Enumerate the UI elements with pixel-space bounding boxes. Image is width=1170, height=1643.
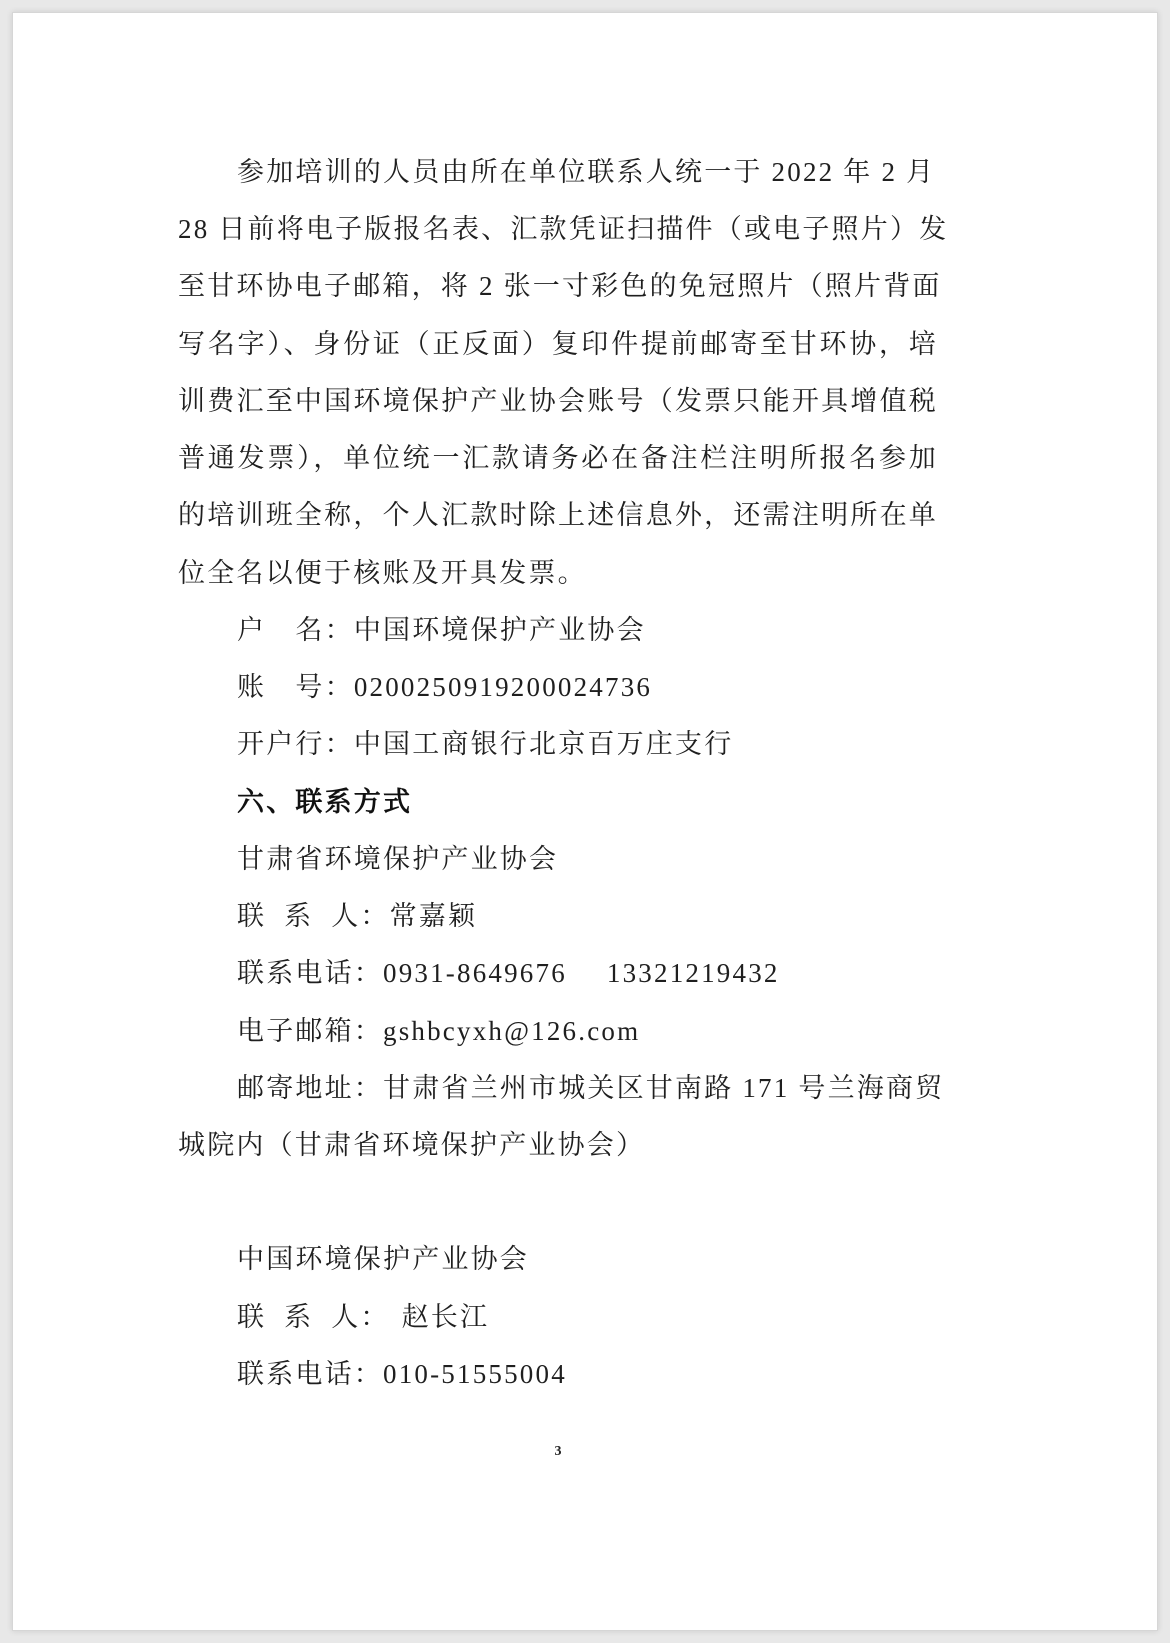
account-name-row [178,602,938,659]
account-number-row [178,659,938,716]
document-body [178,144,949,1403]
paragraph-line: 训费汇至中国环境保护产业协会账号（发票只能开具增值税 [178,385,938,416]
phone-label: 联系电话： [237,1358,383,1389]
address-label: 邮寄地址： [237,1072,383,1103]
paragraph-line: 的培训班全称，个人汇款时除上述信息外，还需注明所在单 [178,500,938,531]
paragraph-line: 普通发票），单位统一汇款请务必在备注栏注明所报名参加 [178,443,938,474]
china-contact-row [178,1289,938,1346]
email-address: gshbcyxh@126.com [383,1015,641,1046]
gansu-contact-row [178,888,938,945]
section-heading: 六、联系方式 [237,786,413,817]
gansu-org-name: 甘肃省环境保护产业协会 [237,843,559,874]
contact-label: 联 系 人： [237,1301,390,1332]
account-name-label: 户 名： [237,614,354,645]
mobile-number: 13321219432 [606,958,780,989]
address-line-continued: 城院内（甘肃省环境保护产业协会） [178,1129,646,1160]
paragraph-line: 位全名以便于核账及开具发票。 [178,557,587,588]
contact-person: 赵长江 [401,1301,490,1332]
email-label: 电子邮箱： [237,1015,383,1046]
bank-label: 开户行： [237,729,354,760]
page-number: 3 [554,1444,562,1459]
paragraph-line: 28 日前将电子版报名表、汇款凭证扫描件（或电子照片）发 [178,214,949,245]
paragraph-line: 写名字）、身份证（正反面）复印件提前邮寄至甘环协，培 [178,328,938,359]
phone-number: 010-51555004 [383,1358,567,1389]
phone-label: 联系电话： [237,958,383,989]
blank-line [178,1174,938,1231]
gansu-email-row [178,1003,938,1060]
address-line: 甘肃省兰州市城关区甘南路 171 号兰海商贸 [383,1072,945,1103]
contact-label: 联 系 人： [237,901,390,932]
bank-row [178,716,938,773]
contact-person: 常嘉颖 [389,901,478,932]
account-name-value: 中国环境保护产业协会 [353,614,646,645]
account-number-value: 0200250919200024736 [353,672,653,703]
paragraph-line: 参加培训的人员由所在单位联系人统一于 2022 年 2 月 [237,157,936,187]
account-number-label: 账 号： [237,672,354,703]
gansu-address-row [237,1060,945,1117]
china-phone-row [178,1346,938,1403]
china-org-name: 中国环境保护产业协会 [237,1244,529,1275]
paragraph-line: 至甘环协电子邮箱，将 2 张一寸彩色的免冠照片（照片背面 [178,271,942,302]
bank-value: 中国工商银行北京百万庄支行 [353,729,734,760]
gansu-phone-row [178,945,938,1002]
phone-number: 0931-8649676 [383,958,567,989]
